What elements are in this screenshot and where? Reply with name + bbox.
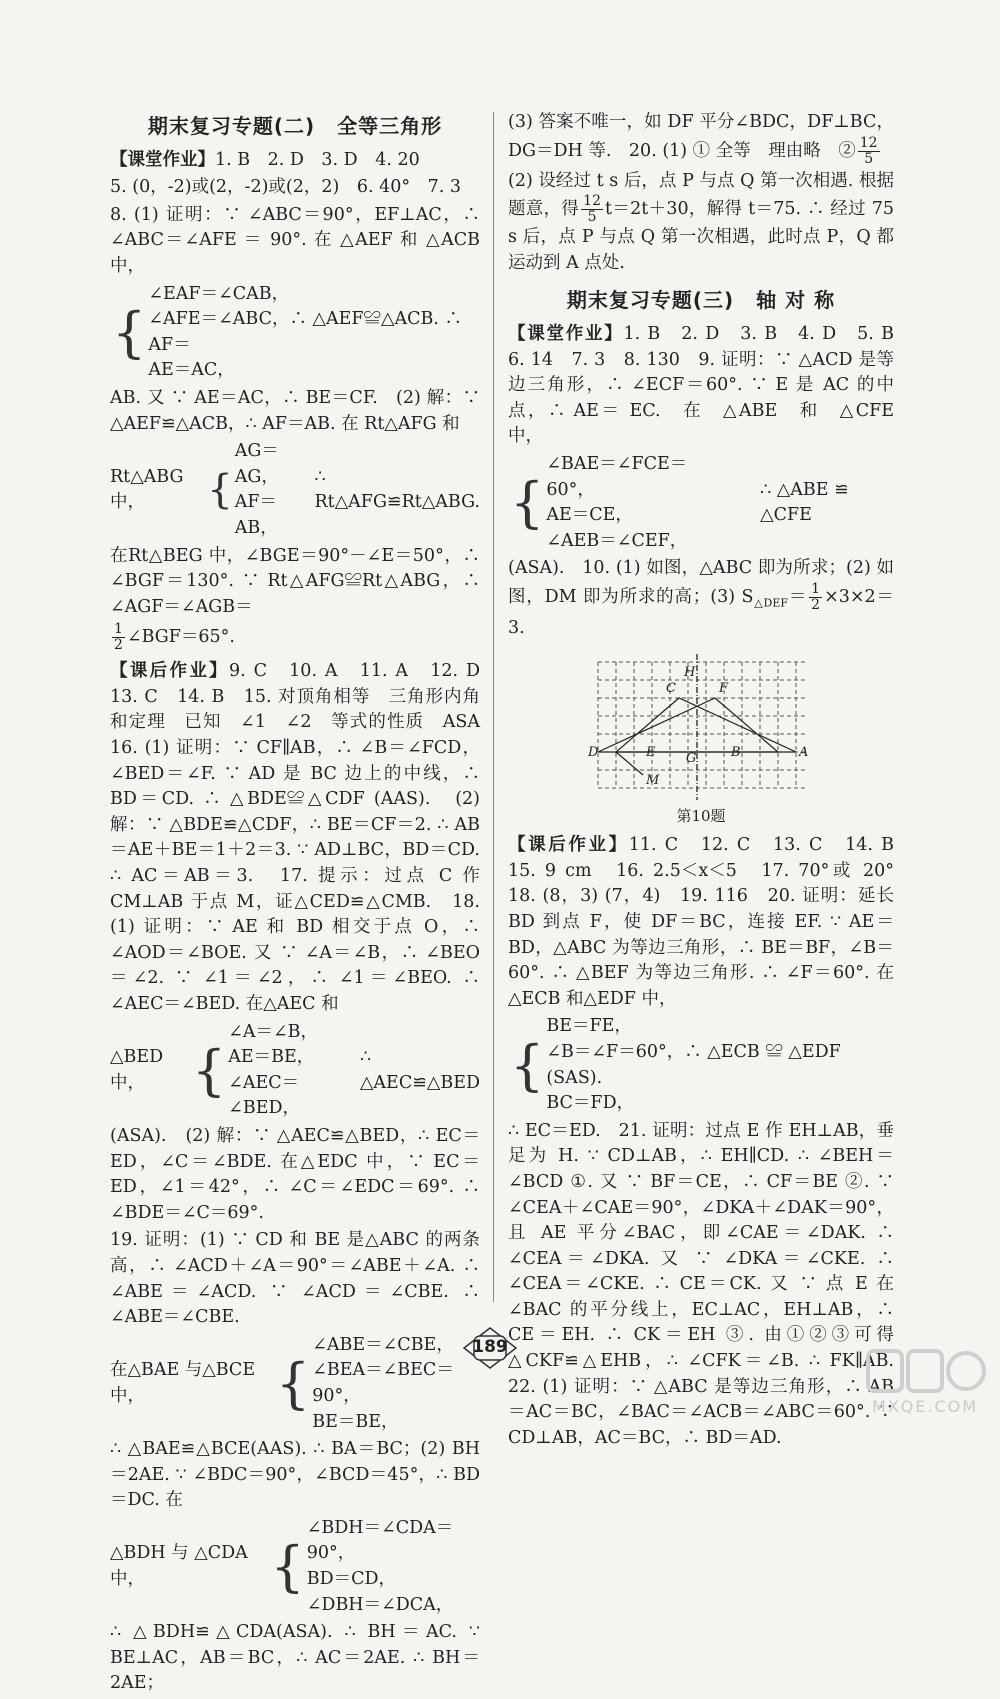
paragraph: (ASA). (2) 解：∵ △AEC≌△BED，∴ EC＝ED，∠C＝∠BDE. 在△EDC 中，∵ EC＝ED，∠1＝42°，∴ ∠C＝∠EDC＝69°. ∴ ∠BDE＝∠C＝69°. [110,1125,480,1223]
paragraph: (2) 设经过 t s 后，点 P 与点 Q 第一次相遇. 根据题意，得 $\frac{12}{5}$ t＝2t＋30，解得 t＝75. ∴ 经过 75 s 后，点 P 与点 Q 第一次相遇，此时点 P，Q 都运动到 A 点处. [508,170,894,273]
label-c: C [666,680,676,696]
paragraph: 【课堂作业】1. B 2. D 3. B 4. D 5. B 6. 14 7. 3 8. 130 9. 证明：∵ △ACD 是等边三角形，∴ ∠ECF＝60°. ∵ E 是 AC 的中点，∴ AE＝ EC. 在 △ABE 和 △CFE 中， [508,323,912,447]
fraction: $\frac{1}{2}$ [114,621,123,654]
equation-system: { ∠BAE＝∠FCE＝60°， AE＝CE， ∠AEB＝∠CEF， ∴ △ABE ≌ △CFE [510,453,849,551]
equation-system: △BDH 与 △CDA 中， { ∠BDH＝∠CDA＝90°， BD＝CD， ∠DBH＝∠DCA， [110,1517,454,1615]
page-number: 189 [462,1326,518,1370]
paragraph: $\frac{1}{2}$ ∠BGF＝65°. [114,621,235,654]
paragraph: ∴ △BDH≌△CDA(ASA). ∴ BH＝AC. ∵ BE⊥AC，AB＝BC，∴ AC＝2AE. ∴ BH＝2AE； [110,1622,480,1694]
label-d: D [588,744,599,760]
paragraph: ∴ EC＝ED. 21. 证明：过点 E 作 EH⊥AB，垂足为 H. ∵ CD⊥AB，∴ EH∥CD. ∴ ∠BEH＝∠BCD ①. 又 ∵ BF＝CE，∴ CF＝BE ②. ∵ ∠CEA＋∠CAE＝90°，∠DKA＋∠DAK＝90°，且 AE 平分∠BAC，即∠CAE＝∠DAK. ∴ ∠CEA＝∠DKA. 又 ∵ ∠DKA＝∠CKE. ∴ ∠CEA＝∠CKE. ∴ CE＝CK. 又 ∵ 点 E 在∠BAC 的平分线上，EC⊥AC，EH⊥AB，∴ CE＝EH. ∴ CK＝EH ③. 由①②③可得△CKF≌△EHB，∴ ∠CFK＝∠B. ∴ FK∥AB. 22. (1) 证明：∵ △ABC 是等边三角形，∴ AB＝AC＝BC，∠BAC＝∠ACB＝∠ABC＝60°. ∵ CD⊥AB，AC＝BC，∴ BD＝AD. [508,1120,912,1448]
paragraph: 【课堂作业】1. B 2. D 3. D 4. 20 [110,149,420,170]
paragraph: AB. 又 ∵ AE＝AC，∴ BE＝CF. (2) 解：∵ △AEF≌△ACB，∴ AF＝AB. 在 Rt△AFG 和 [110,387,480,434]
label-e: E [646,744,656,760]
homework-label: 【课后作业】 [508,835,629,856]
label-a: A [799,744,809,760]
equation-system: Rt△ABG 中， { AG＝AG， AF＝AB， ∴ Rt△AFG≌Rt△ABG. [110,441,480,538]
grid-diagram [586,652,816,802]
paragraph: (3) 答案不唯一，如 DF 平分∠BDC，DF⊥BC，DG＝DH 等. 20. (1) ① 全等 理由略 ② $\frac{12}{5}$ [508,112,894,167]
label-m: M [646,772,660,788]
classwork-label: 【课堂作业】 [110,149,215,170]
paragraph: ∴ △BAE≌△BCE(AAS). ∴ BA＝BC；(2) BH＝2AE. ∵ ∠BDC＝90°，∠BCD＝45°，∴ BD＝DC. 在 [110,1439,480,1511]
paragraph: 5. (0，-2)或(2，-2)或(2，2) 6. 40° 7. 3 [110,177,462,198]
label-h: H [684,664,696,680]
fraction: $\frac{1}{2}$ [811,580,821,613]
equation-system: { BE＝FE， ∠B＝∠F＝60°，∴ △ECB ≌ △EDF (SAS). BC＝FD， [510,1016,841,1114]
paragraph: 19. 证明：(1) ∵ CD 和 BE 是△ABC 的两条高，∴ ∠ACD＋∠A＝90°＝∠ABE＋∠A. ∴ ∠ABE＝∠ACD. ∵ ∠ACD＝∠CBE. ∴ ∠ABE＝∠CBE. [110,1230,480,1328]
paragraph: 【课后作业】9. C 10. A 11. A 12. D 13. C 14. B 15. 对顶角相等 三角形内角和定理 已知 ∠1 ∠2 等式的性质 ASA 16. (1) 证明：∵ CF∥AB，∴ ∠B＝∠FCD，∠BED＝∠F. ∵ AD 是 BC 边上的中线，∴ BD＝CD. ∴ △BDE≌△CDF (AAS). (2) 解：∵ △BDE≌△CDF，∴ BE＝CF＝2. ∴ AB＝AE＋BE＝1＋2＝3. ∵ AD⊥BC，BD＝CD. ∴ AC＝AB＝3. 17. 提示：过点 C 作 CM⊥AB 于点 M，证△CED≌△CMB. 18. (1) 证明：∵ AE 和 BD 相交于点 O，∴ ∠AOD＝∠BOE. 又 ∵ ∠A＝∠B，∴ ∠BEO＝∠2. ∵ ∠1＝∠2，∴ ∠1＝∠BEO. ∴ ∠AEC＝∠BED. 在△AEC 和 [110,661,498,1014]
fraction: $\frac{12}{5}$ [583,193,601,226]
watermark-logo-icon [860,1345,990,1397]
section-title-3: 期末复习专题(三) 轴 对 称 [566,288,836,313]
label-f: F [719,680,729,696]
equation-system: { ∠EAF＝∠CAB， ∠AFE＝∠ABC，∴ △AEF≌△ACB. ∴ AF＝ AE＝AC， [112,283,463,381]
column-divider [493,112,494,1302]
figure-caption: 第10题 [676,806,726,825]
homework-label: 【课后作业】 [110,661,230,682]
watermark: MXQE.COM [860,1345,990,1423]
equation-system: 在△BAE 与△BCE 中， { ∠ABE＝∠CBE， ∠BEA＝∠BEC＝90°， BE＝BE， [110,1334,454,1432]
right-column [508,110,912,1453]
equation-system: △BED 中， { ∠A＝∠B， AE＝BE， ∠AEC＝∠BED， ∴ △AEC≌△BED [110,1021,481,1119]
paragraph: 8. (1) 证明：∵ ∠ABC＝90°，EF⊥AC，∴ ∠ABC＝∠AFE ＝ 90°. 在 △AEF 和 △ACB 中， [110,204,480,276]
classwork-label: 【课堂作业】 [508,323,624,344]
fraction: $\frac{12}{5}$ [859,134,878,167]
section-title-2: 期末复习专题(二) 全等三角形 [147,114,443,138]
label-g: G [686,750,697,766]
paragraph: (ASA). 10. (1) 如图，△ABC 即为所求；(2) 如图，DM 即为所求的高；(3) $S_{\triangle DEF}=$ $\frac{1}{2}$ ×3×2＝3. [508,558,894,638]
paragraph: 在Rt△BEG 中，∠BGE＝90°－∠E＝50°，∴ ∠BGF＝130°. ∵ Rt△AFG≌Rt△ABG，∴ ∠AGF＝∠AGB＝ [110,545,480,617]
figure-question-10 [581,652,821,830]
paragraph: 【课后作业】11. C 12. C 13. C 14. B 15. 9 cm 16. 2.5＜x＜5 17. 70°或 20° 18. (8，3) (7，4) 19. 116 20. 证明：延长 BD 到点 F，使 DF＝BC，连接 EF. ∵ AE＝BD，△ABC 为等边三角形，∴ BE＝BF，∠B＝60°. ∴ △BEF 为等边三角形. ∴ ∠F＝60°. 在△ECB 和△EDF 中， [508,835,912,1009]
label-b: B [731,744,741,760]
